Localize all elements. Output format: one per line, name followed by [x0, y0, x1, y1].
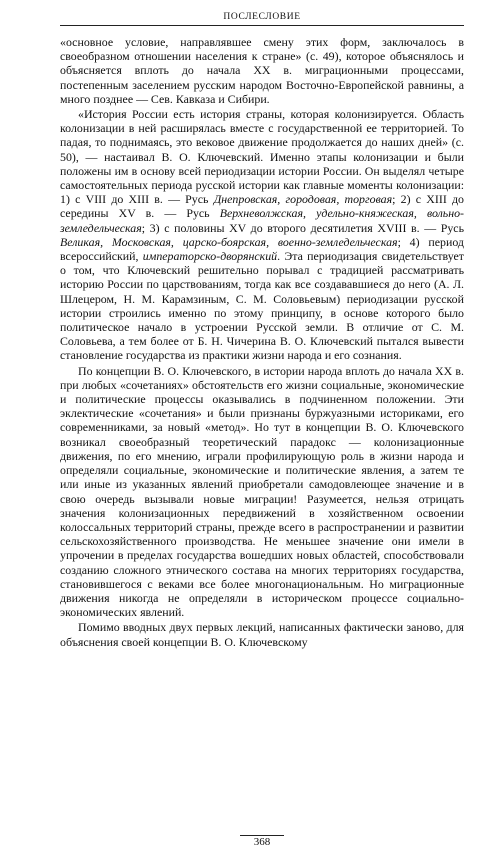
text-span: Помимо вводных двух первых лекций, написанных фактически заново, для объяснения своей концепции В. О. Ключевскому — [60, 620, 464, 649]
text-span: «основное условие, направлявшее смену этих форм, заключалось в своеобразном отношении населения к стране» (с. 49), которое объяснялось и объясняется вплоть до начала XX в. миграционными процессами, постепенным заселением русским народом Восточно-Европейской равнины, а много позднее — Сев. Кавказа и Сибири. — [60, 35, 464, 106]
italic-term: Верхневолжская, удельно-княжеская, вольно-земледельческая — [60, 206, 465, 235]
paragraph-3 — [60, 364, 464, 620]
text-span: По концепции В. О. Ключевского, в истории народа вплоть до начала XX в. при любых «сочетаниях» обстоятельств его жизни социальные, экономические и политические процессы оказывались в подчиненном положении. Эти эклектические «сочетания» и были признаны буржуазными историками, его современниками, за новый «метод». Но тут в концепции В. О. Ключевского возникал своеобразный теоретический парадокс — колонизационные движения, по его мнению, играли профилирующую роль в жизни народа и определяли социальные, экономические и политические явления, а затем те или иные из указанных явлений приобретали самодовлеющее значение и в свою очередь вызывали новые миграции! Разумеется, нельзя отрицать значения колонизационных передвижений в хозяйственном освоении колоссальных территорий страны, прежде всего в распространении и развитии сельскохозяйственного производства. Не меньшее значение они имели в упрочении в пределах государства вошедших новых областей, способствовали созданию сложного этнического состава на многих территориях государства, становившегося с веками все более многонациональным. Но миграционные движения никогда не определяли в историческом процессе социально-экономических явлений. — [60, 363, 464, 620]
paragraph-1 — [60, 35, 464, 106]
page-number-label: 368 — [240, 835, 285, 848]
running-header: ПОСЛЕСЛОВИЕ — [60, 12, 464, 26]
italic-term: императорско-дворянский — [142, 249, 278, 264]
text-span: . Эта периодизация свидетельствует о том, что Ключевский решительно порывал с традицией рассматривать историю России по царствованиям, тогда как все создававшиеся до него (А. Л. Шлецером, Н. М. Карамзиным, С. М. Соловьевым) периодизации русской истории строились именно по этому принципу, в основе которого было политическое начало в устроении Русской земли. В отличие от С. М. Соловьева, а тем более от Б. Н. Чичерина В. О. Ключевский пытался вывести становление государства из практики жизни народа и его сознания. — [60, 249, 464, 363]
italic-term: Великая, Московская, царско-боярская, военно-земледельческая — [60, 234, 398, 249]
paragraph-4 — [60, 620, 464, 648]
paragraph-2 — [60, 107, 464, 363]
text-span: ; 2) с XIII до середины XV в. — Русь — [60, 192, 465, 221]
text-span: ; 3) с половины XV до второго десятилетия XVIII в. — Русь — [141, 220, 464, 235]
italic-term: Днепровская, городовая, торговая — [213, 192, 393, 207]
text-span: «История России есть история страны, которая колонизируется. Область колонизации в ней расширялась вместе с государственной ее территорией. То падая, то поднимаясь, это вековое движение продолжается до наших дней» (с. 50), — настаивал В. О. Ключевский. Именно этапы колонизации и были положены им в основу всей периодизации истории России. Он выделял четыре самостоятельных периода русской истории как главные моменты колонизации: 1) с VIII до XIII в. — Русь — [60, 107, 464, 207]
page-number — [60, 835, 464, 848]
body-text — [60, 35, 464, 649]
text-span: ; 4) период всероссийский, — [60, 234, 464, 264]
